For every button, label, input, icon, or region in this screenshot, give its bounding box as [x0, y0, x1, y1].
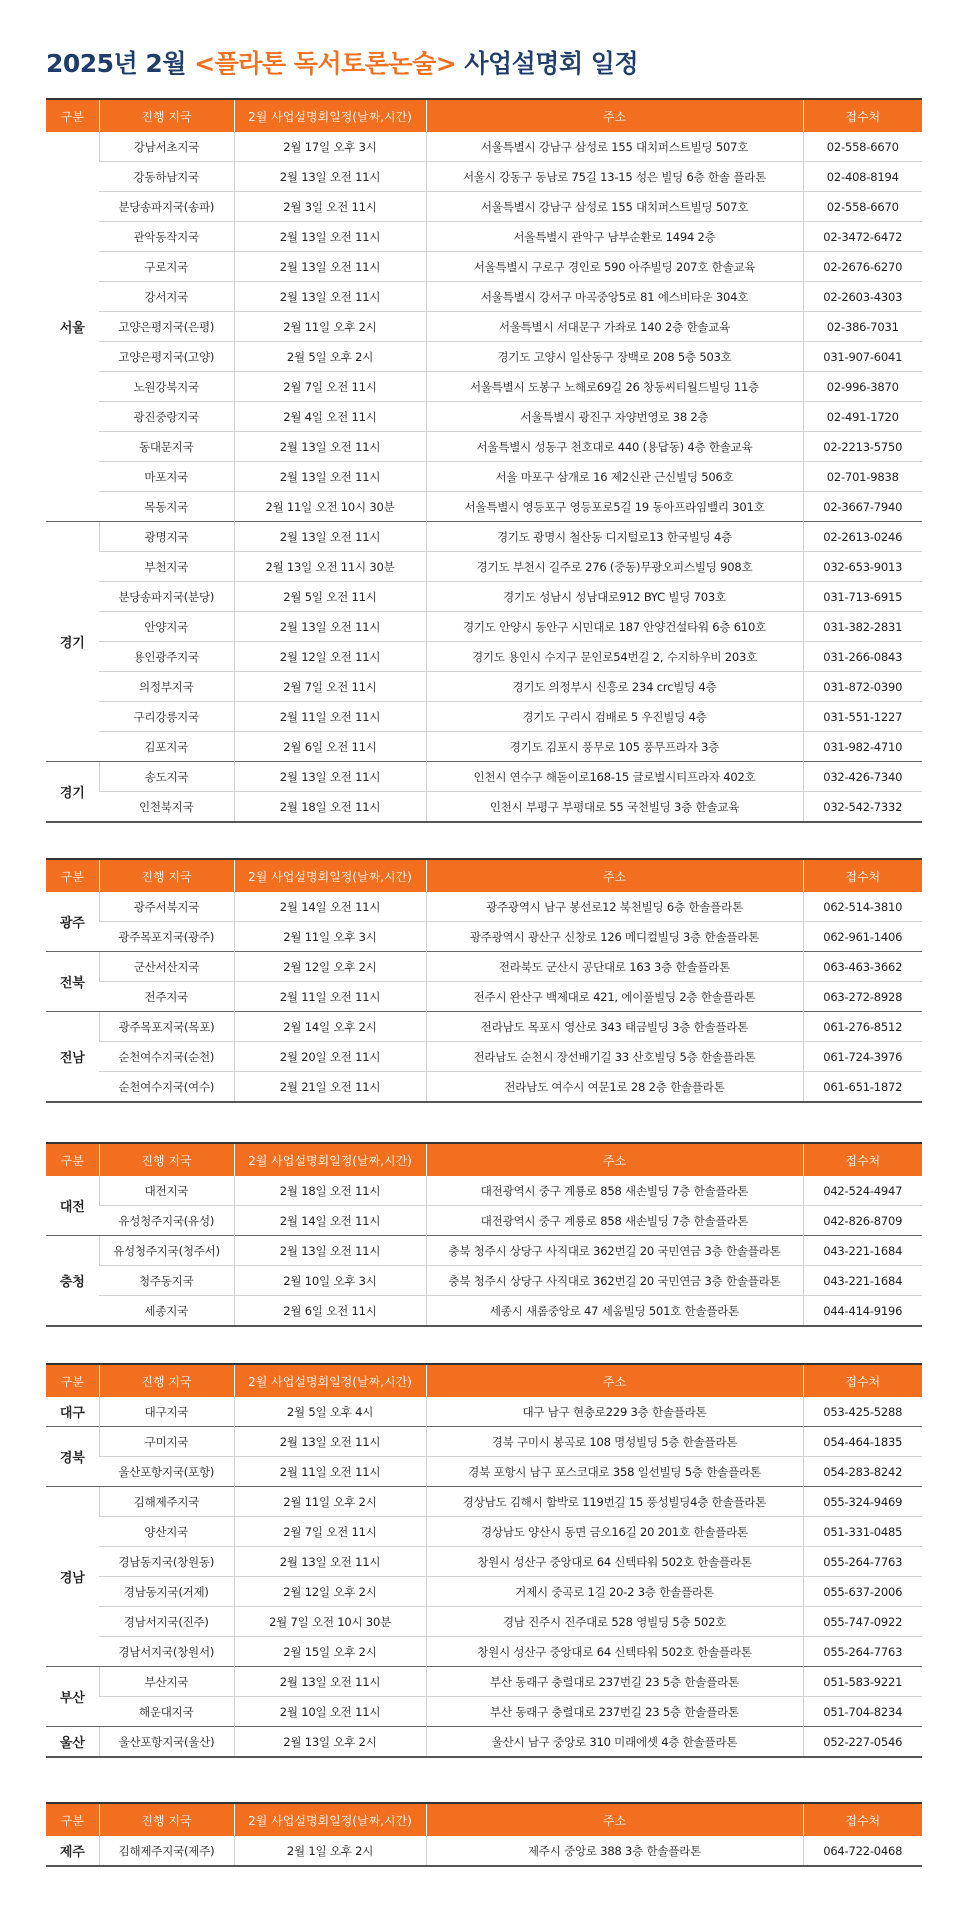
column-header: 접수처: [803, 99, 922, 132]
table-row: [46, 732, 922, 762]
region-cell: 경남: [46, 1487, 99, 1667]
table-row: [46, 892, 922, 922]
table-row: [46, 192, 922, 222]
branch-cell: 경남서지국(진주): [99, 1607, 234, 1637]
schedule-cell: 2월 13일 오후 2시: [234, 1727, 426, 1758]
branch-cell: 광주목포지국(광주): [99, 922, 234, 952]
table-row: [46, 402, 922, 432]
schedule-cell: 2월 13일 오전 11시 30분: [234, 552, 426, 582]
address-cell: 서울 마포구 삼개로 16 제2신관 근신빌딩 506호: [426, 462, 803, 492]
phone-cell: 032-653-9013: [803, 552, 922, 582]
schedule-cell: 2월 13일 오전 11시: [234, 1427, 426, 1457]
schedule-table: [46, 858, 922, 1103]
table-row: [46, 762, 922, 792]
address-cell: 경상남도 김해시 함박로 119번길 15 풍성빌딩4층 한솔플라톤: [426, 1487, 803, 1517]
branch-cell: 경남동지국(거제): [99, 1577, 234, 1607]
branch-cell: 분당송파지국(분당): [99, 582, 234, 612]
branch-cell: 구로지국: [99, 252, 234, 282]
region-cell: 대전: [59, 1200, 85, 1215]
branch-cell: 강서지국: [99, 282, 234, 312]
phone-cell: 031-872-0390: [803, 672, 922, 702]
column-header: 접수처: [803, 1364, 922, 1397]
address-cell: 서울특별시 성동구 천호대로 440 (용답동) 4층 한솔교육: [426, 432, 803, 462]
schedule-cell: 2월 18일 오전 11시: [234, 792, 426, 823]
address-cell: 인천시 연수구 해돋이로168-15 글로벌시티프라자 402호: [426, 762, 803, 792]
branch-cell: 인천북지국: [99, 792, 234, 823]
branch-cell: 분당송파지국(송파): [99, 192, 234, 222]
schedule-cell: 2월 11일 오후 2시: [234, 1487, 426, 1517]
schedule-cell: 2월 21일 오전 11시: [234, 1072, 426, 1103]
table-row: [46, 1727, 922, 1758]
region-cell: 충청: [46, 1236, 99, 1327]
address-cell: 서울특별시 영등포구 영등포로5길 19 동아프라임밸리 301호: [426, 492, 803, 522]
schedule-cell: 2월 13일 오전 11시: [234, 612, 426, 642]
branch-cell: 용인광주지국: [99, 642, 234, 672]
phone-cell: 031-551-1227: [803, 702, 922, 732]
address-cell: 인천시 부평구 부평대로 55 국천빌딩 3층 한솔교육: [426, 792, 803, 823]
phone-cell: 053-425-5288: [803, 1397, 922, 1427]
branch-cell: 마포지국: [99, 462, 234, 492]
address-cell: 경기도 의정부시 신흥로 234 crc빌딩 4층: [426, 672, 803, 702]
table-row: [46, 552, 922, 582]
address-cell: 서울특별시 강남구 삼성로 155 대치퍼스트빌딩 507호: [426, 132, 803, 162]
phone-cell: 043-221-1684: [803, 1266, 922, 1296]
address-cell: 경기도 구리시 검배로 5 우진빌딩 4층: [426, 702, 803, 732]
phone-cell: 02-408-8194: [803, 162, 922, 192]
column-header: 2월 사업설명회일정(날짜,시간): [234, 1143, 426, 1176]
phone-cell: 032-542-7332: [803, 792, 922, 823]
column-header: 주소: [426, 859, 803, 892]
phone-cell: 055-637-2006: [803, 1577, 922, 1607]
table-row: [46, 1637, 922, 1667]
column-header: 주소: [426, 1143, 803, 1176]
schedule-cell: 2월 11일 오전 11시: [234, 1457, 426, 1487]
branch-cell: 해운대지국: [99, 1697, 234, 1727]
address-cell: 전라남도 여수시 여문1로 28 2층 한솔플라톤: [426, 1072, 803, 1103]
table-row: [46, 1457, 922, 1487]
branch-cell: 유성청주지국(청주서): [99, 1236, 234, 1266]
schedule-cell: 2월 7일 오전 10시 30분: [234, 1607, 426, 1637]
phone-cell: 055-747-0922: [803, 1607, 922, 1637]
phone-cell: 02-2613-0246: [803, 522, 922, 552]
address-cell: 경기도 성남시 성남대로912 BYC 빌딩 703호: [426, 582, 803, 612]
title-prefix: 2025년 2월: [46, 49, 195, 78]
table-row: [46, 462, 922, 492]
schedule-cell: 2월 11일 오후 2시: [234, 312, 426, 342]
phone-cell: 02-2676-6270: [803, 252, 922, 282]
table-header-row: [46, 99, 922, 132]
region-cell: 전남: [46, 1012, 99, 1103]
address-cell: 전라남도 순천시 장선배기길 33 산호빌딩 5층 한솔플라톤: [426, 1042, 803, 1072]
title-suffix: 사업설명회 일정: [456, 49, 639, 78]
address-cell: 창원시 성산구 중앙대로 64 신텍타워 502호 한솔플라톤: [426, 1547, 803, 1577]
branch-cell: 구미지국: [99, 1427, 234, 1457]
address-cell: 경남 진주시 진주대로 528 영빌딩 5층 502호: [426, 1607, 803, 1637]
schedule-table: [46, 1802, 922, 1867]
branch-cell: 전주지국: [99, 982, 234, 1012]
address-cell: 서울특별시 관악구 남부순환로 1494 2층: [426, 222, 803, 252]
branch-cell: 김해제주지국(제주): [99, 1836, 234, 1866]
table-row: [46, 522, 922, 552]
region-cell: 경기: [46, 522, 99, 762]
table-row: [46, 222, 922, 252]
phone-cell: 055-324-9469: [803, 1487, 922, 1517]
column-header: 구분: [46, 1364, 99, 1397]
table-header-row: [46, 859, 922, 892]
branch-cell: 송도지국: [99, 762, 234, 792]
schedule-cell: 2월 10일 오후 3시: [234, 1266, 426, 1296]
address-cell: 서울특별시 강남구 삼성로 155 대치퍼스트빌딩 507호: [426, 192, 803, 222]
table-row: [46, 1427, 922, 1457]
table-row: [46, 952, 922, 982]
table-row: [46, 1266, 922, 1296]
phone-cell: 061-276-8512: [803, 1012, 922, 1042]
schedule-cell: 2월 11일 오전 11시: [234, 702, 426, 732]
phone-cell: 02-996-3870: [803, 372, 922, 402]
branch-cell: 군산서산지국: [99, 952, 234, 982]
schedule-cell: 2월 4일 오전 11시: [234, 402, 426, 432]
address-cell: 경상남도 양산시 동면 금오16길 20 201호 한솔플라톤: [426, 1517, 803, 1547]
table-row: [46, 132, 922, 162]
branch-cell: 의정부지국: [99, 672, 234, 702]
schedule-table: [46, 1142, 922, 1327]
branch-cell: 동대문지국: [99, 432, 234, 462]
table-row: [46, 1517, 922, 1547]
title-highlight: <플라톤 독서토론논술>: [194, 49, 457, 78]
column-header: 2월 사업설명회일정(날짜,시간): [234, 1803, 426, 1836]
table-row: [46, 1042, 922, 1072]
branch-cell: 김포지국: [99, 732, 234, 762]
phone-cell: 02-558-6670: [803, 132, 922, 162]
schedule-cell: 2월 10일 오전 11시: [234, 1697, 426, 1727]
address-cell: 대전광역시 중구 계룡로 858 새손빌딩 7층 한솔플라톤: [426, 1206, 803, 1236]
column-header: 2월 사업설명회일정(날짜,시간): [234, 859, 426, 892]
phone-cell: 02-3472-6472: [803, 222, 922, 252]
table-row: [46, 342, 922, 372]
table-row: [46, 1296, 922, 1327]
phone-cell: 055-264-7763: [803, 1637, 922, 1667]
table-row: [46, 1697, 922, 1727]
schedule-cell: 2월 12일 오후 2시: [234, 952, 426, 982]
phone-cell: 031-266-0843: [803, 642, 922, 672]
column-header: 구분: [46, 859, 99, 892]
schedule-cell: 2월 11일 오전 10시 30분: [234, 492, 426, 522]
branch-cell: 유성청주지국(유성): [99, 1206, 234, 1236]
address-cell: 전라북도 군산시 공단대로 163 3층 한솔플라톤: [426, 952, 803, 982]
phone-cell: 062-961-1406: [803, 922, 922, 952]
branch-cell: 목동지국: [99, 492, 234, 522]
table-row: [46, 1607, 922, 1637]
table-row: [46, 312, 922, 342]
table-row: [46, 1012, 922, 1042]
column-header: 진행 지국: [99, 1143, 234, 1176]
phone-cell: 02-2603-4303: [803, 282, 922, 312]
column-header: 2월 사업설명회일정(날짜,시간): [234, 1364, 426, 1397]
schedule-cell: 2월 7일 오전 11시: [234, 1517, 426, 1547]
table-row: [46, 612, 922, 642]
region-cell: 부산: [46, 1667, 99, 1727]
phone-cell: 031-713-6915: [803, 582, 922, 612]
column-header: 진행 지국: [99, 1803, 234, 1836]
region-cell: 제주: [59, 1845, 85, 1860]
address-cell: 서울시 강동구 동남로 75길 13-15 성은 빌딩 6층 한솔 플라톤: [426, 162, 803, 192]
schedule-cell: 2월 13일 오전 11시: [234, 1667, 426, 1697]
schedule-cell: 2월 13일 오전 11시: [234, 1236, 426, 1266]
address-cell: 거제시 중곡로 1길 20-2 3층 한솔플라톤: [426, 1577, 803, 1607]
schedule-cell: 2월 6일 오전 11시: [234, 732, 426, 762]
branch-cell: 청주동지국: [99, 1266, 234, 1296]
branch-cell: 강남서초지국: [99, 132, 234, 162]
address-cell: 경기도 안양시 동안구 시민대로 187 안양건설타워 6층 610호: [426, 612, 803, 642]
address-cell: 광주광역시 광산구 신창로 126 메디컬빌딩 3층 한솔플라톤: [426, 922, 803, 952]
address-cell: 제주시 중앙로 388 3층 한솔플라톤: [426, 1836, 803, 1866]
address-cell: 경기도 광명시 철산동 디지털로13 한국빌딩 4층: [426, 522, 803, 552]
address-cell: 경기도 김포시 풍무로 105 풍무프라자 3층: [426, 732, 803, 762]
column-header: 2월 사업설명회일정(날짜,시간): [234, 99, 426, 132]
schedule-cell: 2월 20일 오전 11시: [234, 1042, 426, 1072]
schedule-cell: 2월 12일 오전 11시: [234, 642, 426, 672]
address-cell: 부산 동래구 충렬대로 237번길 23 5층 한솔플라톤: [426, 1667, 803, 1697]
table-row: [46, 582, 922, 612]
branch-cell: 안양지국: [99, 612, 234, 642]
phone-cell: 054-283-8242: [803, 1457, 922, 1487]
branch-cell: 노원강북지국: [99, 372, 234, 402]
schedule-cell: 2월 13일 오전 11시: [234, 1547, 426, 1577]
branch-cell: 경남서지국(창원서): [99, 1637, 234, 1667]
address-cell: 전라남도 목포시 영산로 343 태금빌딩 3층 한솔플라톤: [426, 1012, 803, 1042]
region-cell: 경북: [46, 1427, 99, 1487]
branch-cell: 고양은평지국(고양): [99, 342, 234, 372]
phone-cell: 055-264-7763: [803, 1547, 922, 1577]
address-cell: 부산 동래구 충렬대로 237번길 23 5층 한솔플라톤: [426, 1697, 803, 1727]
phone-cell: 051-704-8234: [803, 1697, 922, 1727]
table-header-row: [46, 1803, 922, 1836]
branch-cell: 김해제주지국: [99, 1487, 234, 1517]
phone-cell: 02-701-9838: [803, 462, 922, 492]
table-header-row: [46, 1364, 922, 1397]
schedule-cell: 2월 13일 오전 11시: [234, 162, 426, 192]
column-header: 구분: [46, 99, 99, 132]
table-row: [46, 1236, 922, 1266]
table-row: [46, 642, 922, 672]
phone-cell: 043-221-1684: [803, 1236, 922, 1266]
table-row: [46, 1577, 922, 1607]
table-row: [46, 1547, 922, 1577]
branch-cell: 부산지국: [99, 1667, 234, 1697]
address-cell: 창원시 성산구 중앙대로 64 신텍타워 502호 한솔플라톤: [426, 1637, 803, 1667]
schedule-cell: 2월 18일 오전 11시: [234, 1176, 426, 1206]
address-cell: 울산시 남구 중앙로 310 미래에셋 4층 한솔플라톤: [426, 1727, 803, 1758]
column-header: 구분: [46, 1803, 99, 1836]
table-row: [46, 1397, 922, 1427]
table-row: [46, 1836, 922, 1866]
phone-cell: 064-722-0468: [803, 1836, 922, 1866]
phone-cell: 052-227-0546: [803, 1727, 922, 1758]
schedule-cell: 2월 13일 오전 11시: [234, 522, 426, 552]
branch-cell: 구리강릉지국: [99, 702, 234, 732]
region-cell: 울산: [46, 1727, 99, 1758]
table-row: [46, 672, 922, 702]
schedule-cell: 2월 13일 오전 11시: [234, 462, 426, 492]
column-header: 접수처: [803, 1143, 922, 1176]
phone-cell: 044-414-9196: [803, 1296, 922, 1327]
branch-cell: 대전지국: [99, 1176, 234, 1206]
branch-cell: 울산포항지국(포항): [99, 1457, 234, 1487]
schedule-cell: 2월 7일 오전 11시: [234, 372, 426, 402]
column-header: 주소: [426, 1803, 803, 1836]
page-title: [46, 44, 638, 80]
address-cell: 서울특별시 강서구 마곡중앙5로 81 에스비타운 304호: [426, 282, 803, 312]
column-header: 접수처: [803, 1803, 922, 1836]
region-cell: 경기: [46, 762, 99, 823]
region-cell: 서울: [59, 321, 85, 336]
phone-cell: 042-826-8709: [803, 1206, 922, 1236]
schedule-cell: 2월 15일 오후 2시: [234, 1637, 426, 1667]
phone-cell: 031-382-2831: [803, 612, 922, 642]
phone-cell: 031-907-6041: [803, 342, 922, 372]
schedule-cell: 2월 13일 오전 11시: [234, 282, 426, 312]
table-row: [46, 702, 922, 732]
column-header: 접수처: [803, 859, 922, 892]
column-header: 주소: [426, 99, 803, 132]
schedule-cell: 2월 6일 오전 11시: [234, 1296, 426, 1327]
address-cell: 광주광역시 남구 봉선로12 북천빌딩 6층 한솔플라톤: [426, 892, 803, 922]
column-header: 주소: [426, 1364, 803, 1397]
phone-cell: 02-558-6670: [803, 192, 922, 222]
phone-cell: 061-651-1872: [803, 1072, 922, 1103]
column-header: 진행 지국: [99, 859, 234, 892]
schedule-cell: 2월 11일 오후 3시: [234, 922, 426, 952]
phone-cell: 063-272-8928: [803, 982, 922, 1012]
table-row: [46, 982, 922, 1012]
phone-cell: 02-491-1720: [803, 402, 922, 432]
schedule-cell: 2월 14일 오전 11시: [234, 1206, 426, 1236]
column-header: 진행 지국: [99, 99, 234, 132]
region-cell: 광주: [59, 916, 85, 931]
schedule-cell: 2월 13일 오전 11시: [234, 762, 426, 792]
table-row: [46, 1176, 922, 1206]
branch-cell: 광주목포지국(목포): [99, 1012, 234, 1042]
branch-cell: 부천지국: [99, 552, 234, 582]
schedule-cell: 2월 7일 오전 11시: [234, 672, 426, 702]
table-row: [46, 792, 922, 823]
schedule-cell: 2월 13일 오전 11시: [234, 432, 426, 462]
phone-cell: 051-331-0485: [803, 1517, 922, 1547]
column-header: 진행 지국: [99, 1364, 234, 1397]
schedule-cell: 2월 3일 오전 11시: [234, 192, 426, 222]
table-row: [46, 1667, 922, 1697]
schedule-table: [46, 98, 922, 823]
branch-cell: 광명지국: [99, 522, 234, 552]
address-cell: 충북 청주시 상당구 사직대로 362번길 20 국민연금 3층 한솔플라톤: [426, 1266, 803, 1296]
branch-cell: 관악동작지국: [99, 222, 234, 252]
region-cell: 전북: [46, 952, 99, 1012]
branch-cell: 순천여수지국(여수): [99, 1072, 234, 1103]
schedule-cell: 2월 14일 오전 11시: [234, 892, 426, 922]
branch-cell: 경남동지국(창원동): [99, 1547, 234, 1577]
schedule-cell: 2월 1일 오후 2시: [234, 1836, 426, 1866]
schedule-cell: 2월 12일 오후 2시: [234, 1577, 426, 1607]
address-cell: 대전광역시 중구 계룡로 858 새손빌딩 7층 한솔플라톤: [426, 1176, 803, 1206]
branch-cell: 순천여수지국(순천): [99, 1042, 234, 1072]
branch-cell: 대구지국: [99, 1397, 234, 1427]
table-row: [46, 252, 922, 282]
branch-cell: 강동하남지국: [99, 162, 234, 192]
schedule-cell: 2월 14일 오후 2시: [234, 1012, 426, 1042]
phone-cell: 054-464-1835: [803, 1427, 922, 1457]
address-cell: 서울특별시 광진구 자양번영로 38 2층: [426, 402, 803, 432]
schedule-table: [46, 1363, 922, 1758]
table-row: [46, 432, 922, 462]
phone-cell: 062-514-3810: [803, 892, 922, 922]
branch-cell: 광주서북지국: [99, 892, 234, 922]
schedule-cell: 2월 5일 오후 2시: [234, 342, 426, 372]
table-header-row: [46, 1143, 922, 1176]
address-cell: 대구 남구 현충로229 3층 한솔플라톤: [426, 1397, 803, 1427]
branch-cell: 양산지국: [99, 1517, 234, 1547]
schedule-cell: 2월 11일 오전 11시: [234, 982, 426, 1012]
table-row: [46, 372, 922, 402]
branch-cell: 세종지국: [99, 1296, 234, 1327]
address-cell: 서울특별시 구로구 경인로 590 아주빌딩 207호 한솔교육: [426, 252, 803, 282]
phone-cell: 02-386-7031: [803, 312, 922, 342]
schedule-cell: 2월 5일 오후 4시: [234, 1397, 426, 1427]
table-row: [46, 1072, 922, 1103]
phone-cell: 051-583-9221: [803, 1667, 922, 1697]
table-row: [46, 162, 922, 192]
branch-cell: 광진중랑지국: [99, 402, 234, 432]
address-cell: 전주시 완산구 백제대로 421, 에이풀빌딩 2층 한솔플라톤: [426, 982, 803, 1012]
phone-cell: 02-2213-5750: [803, 432, 922, 462]
table-row: [46, 282, 922, 312]
address-cell: 경북 포항시 남구 포스코대로 358 일선빌딩 5층 한솔플라톤: [426, 1457, 803, 1487]
schedule-cell: 2월 17일 오후 3시: [234, 132, 426, 162]
address-cell: 세종시 새롬중앙로 47 세움빌딩 501호 한솔플라톤: [426, 1296, 803, 1327]
address-cell: 경기도 용인시 수지구 문인로54번길 2, 수지하우비 203호: [426, 642, 803, 672]
phone-cell: 061-724-3976: [803, 1042, 922, 1072]
phone-cell: 063-463-3662: [803, 952, 922, 982]
branch-cell: 울산포항지국(울산): [99, 1727, 234, 1758]
phone-cell: 032-426-7340: [803, 762, 922, 792]
address-cell: 경기도 고양시 일산동구 장백로 208 5층 503호: [426, 342, 803, 372]
phone-cell: 042-524-4947: [803, 1176, 922, 1206]
address-cell: 서울특별시 서대문구 가좌로 140 2층 한솔교육: [426, 312, 803, 342]
branch-cell: 고양은평지국(은평): [99, 312, 234, 342]
address-cell: 충북 청주시 상당구 사직대로 362번길 20 국민연금 3층 한솔플라톤: [426, 1236, 803, 1266]
address-cell: 서울특별시 도봉구 노해로69길 26 창동씨티월드빌딩 11층: [426, 372, 803, 402]
table-row: [46, 492, 922, 522]
table-row: [46, 922, 922, 952]
table-row: [46, 1206, 922, 1236]
schedule-cell: 2월 5일 오전 11시: [234, 582, 426, 612]
phone-cell: 031-982-4710: [803, 732, 922, 762]
address-cell: 경기도 부천시 길주로 276 (중동)무광오피스빌딩 908호: [426, 552, 803, 582]
schedule-cell: 2월 13일 오전 11시: [234, 222, 426, 252]
schedule-cell: 2월 13일 오전 11시: [234, 252, 426, 282]
region-cell: 대구: [59, 1406, 85, 1421]
address-cell: 경북 구미시 봉곡로 108 명성빌딩 5층 한솔플라톤: [426, 1427, 803, 1457]
table-row: [46, 1487, 922, 1517]
column-header: 구분: [46, 1143, 99, 1176]
phone-cell: 02-3667-7940: [803, 492, 922, 522]
